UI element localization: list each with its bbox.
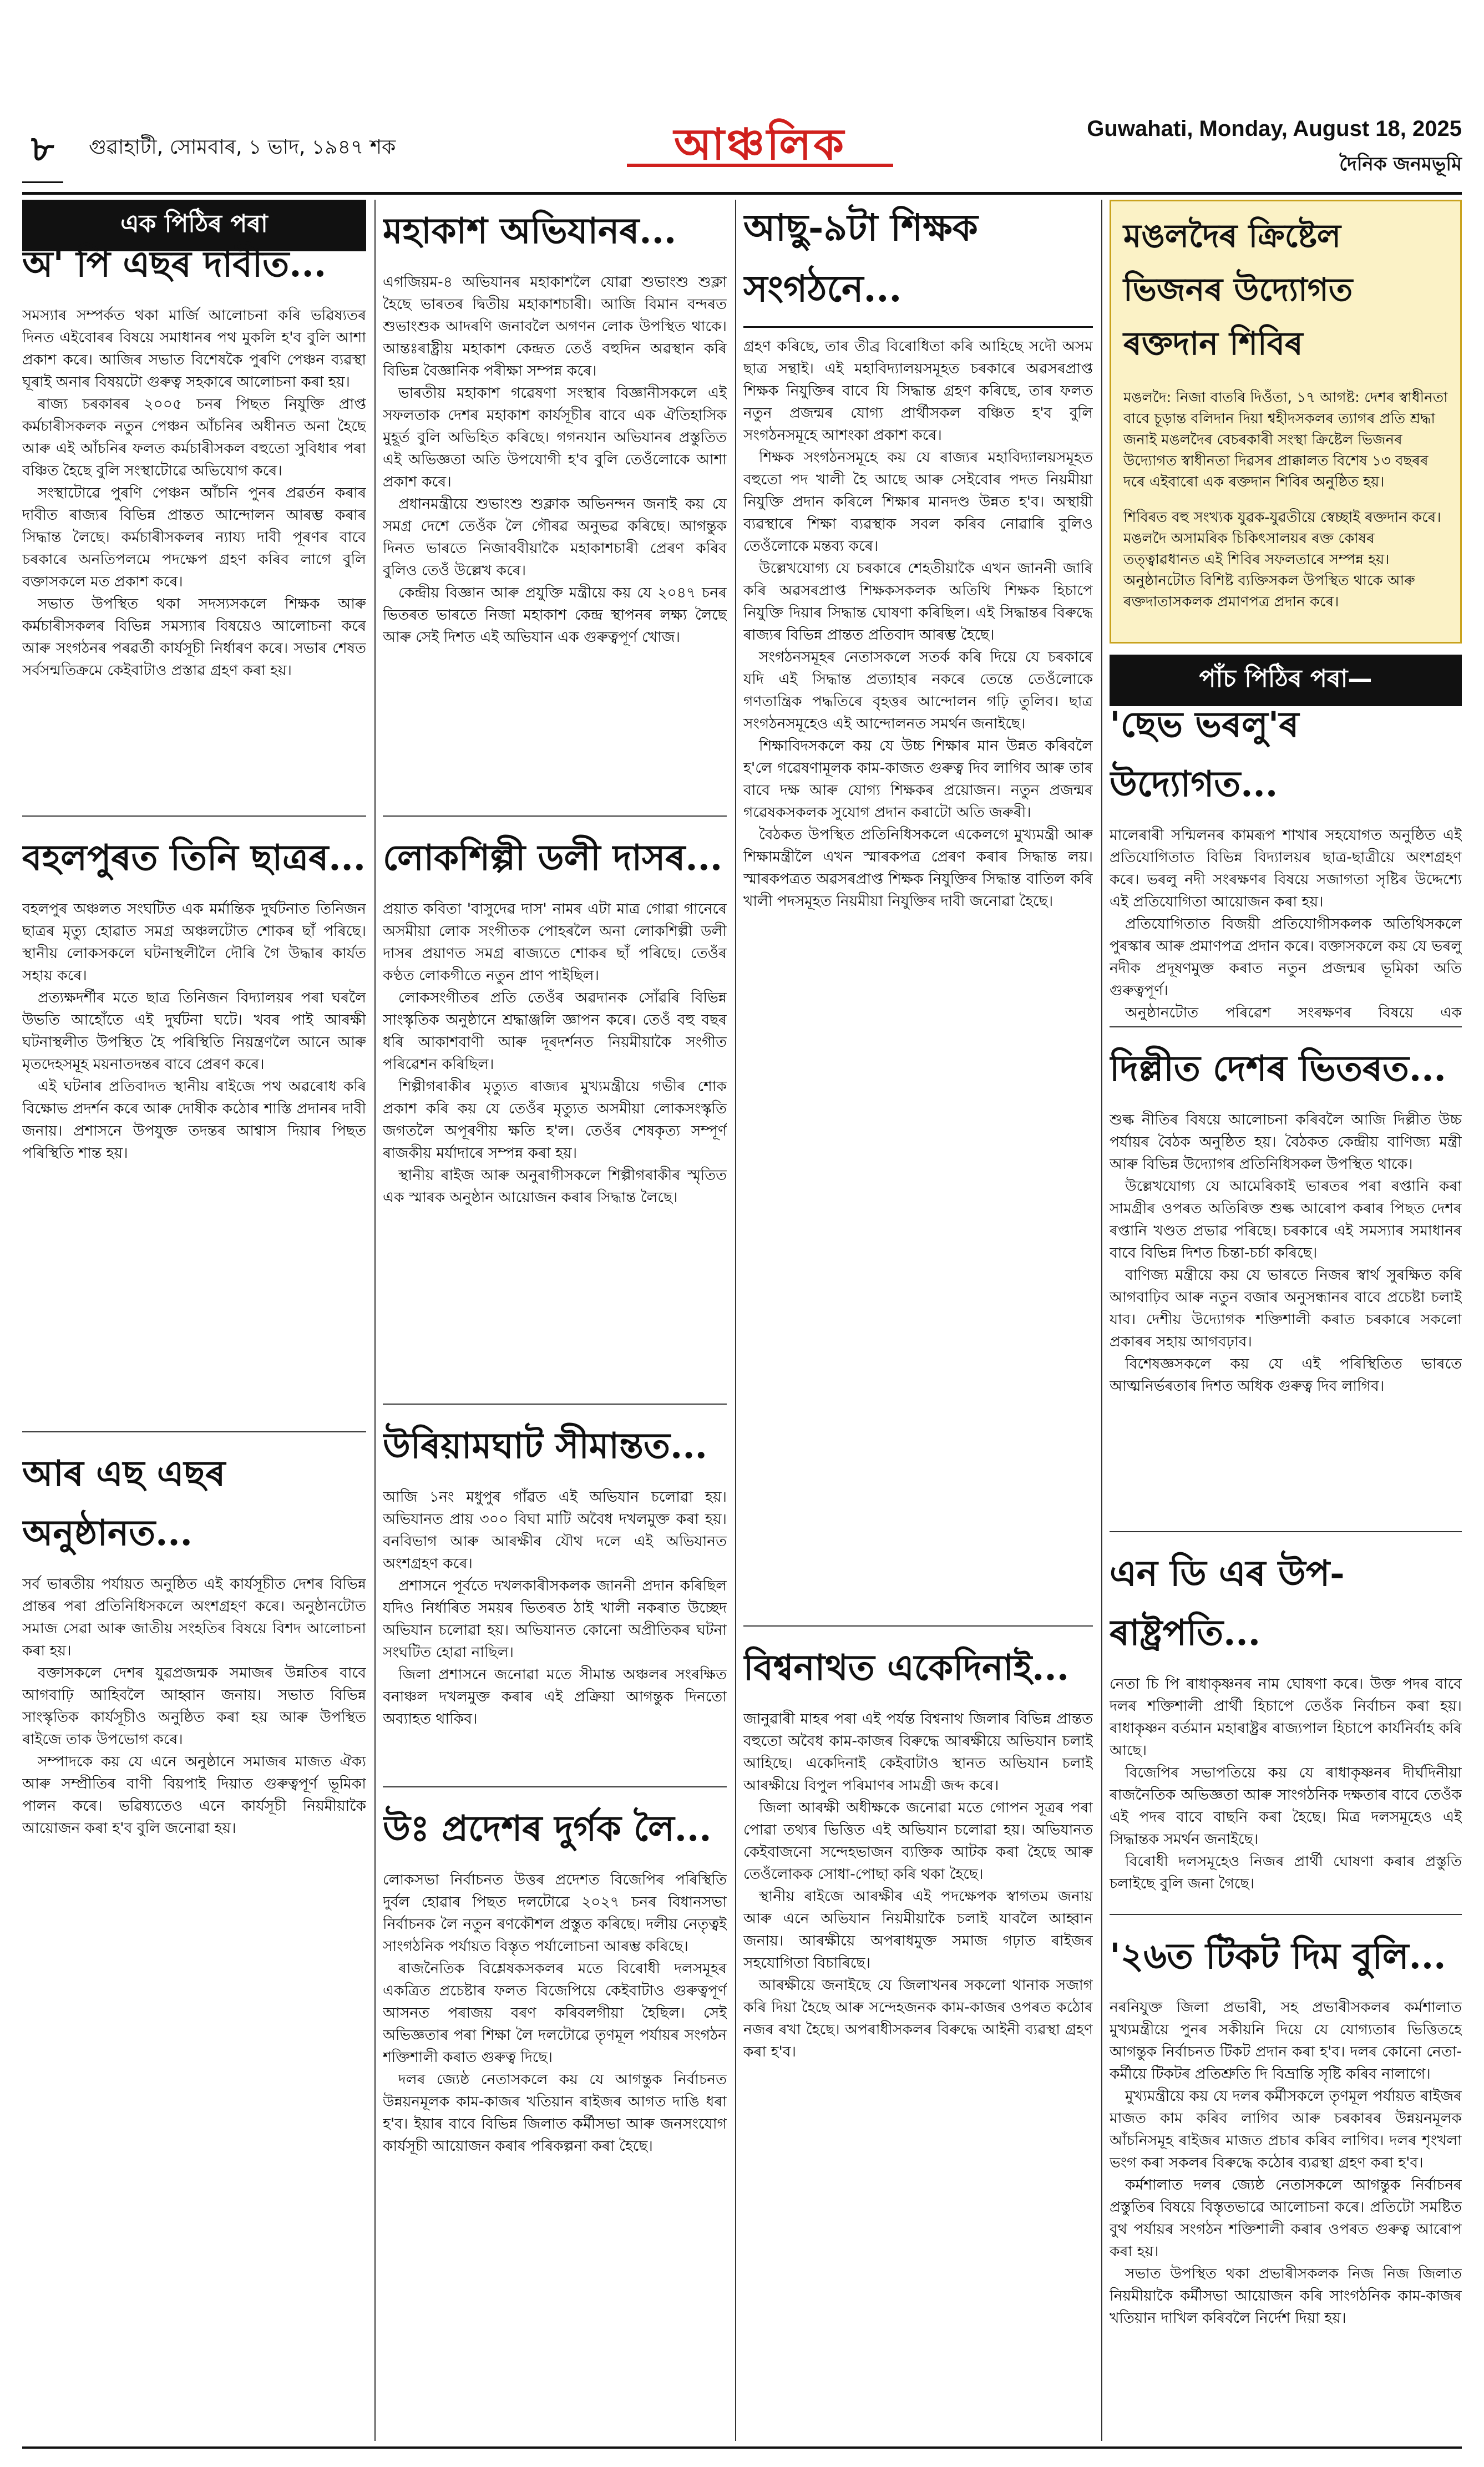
story-paragraph: সংগঠনসমূহৰ নেতাসকলে সতৰ্ক কৰি দিয়ে যে চৰকাৰে যদি এই সিদ্ধান্ত প্ৰত্যাহাৰ নকৰে তেন্তে তেওঁলোকে গণতান্ত্ৰিক পদ্ধতিৰে বৃহত্তৰ আন্দোলন গঢ়ি তুলিব। ছাত্ৰ সংগঠনসমূহেও এই আন্দোলনত সমৰ্থন জনাইছে।	[743, 649, 1093, 732]
story-paragraph: বক্তাসকলে দেশৰ যুৱপ্ৰজন্মক সমাজৰ উন্নতিৰ বাবে আগবাঢ়ি আহিবলৈ আহ্বান জনায়। সভাত বিভিন্ন সাংস্কৃতিক কাৰ্যসূচীও অনুষ্ঠিত কৰা হয় আৰু উপস্থিত ৰাইজে তাক উপভোগ কৰে।	[22, 1664, 366, 1748]
story-headline: আছু-৯টা শিক্ষক সংগঠনে...	[743, 200, 1093, 328]
story-paragraph: মালেৰাৰী সন্মিলনৰ কামৰূপ শাখাৰ সহযোগত অনুষ্ঠিত এই প্ৰতিযোগিতাত বিভিন্ন বিদ্যালয়ৰ ছাত্ৰ-ছাত্ৰীয়ে অংশগ্ৰহণ কৰে। ভৰলু নদী সংৰক্ষণৰ বিষয়ে সজাগতা সৃষ্টিৰ উদ্দেশ্যে এই প্ৰতিযোগিতা আয়োজন কৰা হয়।	[1110, 827, 1462, 910]
column-divider	[735, 200, 736, 2441]
story-paragraph: বিশেষজ্ঞসকলে কয় যে এই পৰিস্থিতিত ভাৰতে আত্মনিৰ্ভৰতাৰ দিশত অধিক গুৰুত্ব দিব লাগিব।	[1110, 1355, 1462, 1395]
paper-name: দৈনিক জনমভূমি	[1339, 153, 1462, 175]
story-paragraph: জানুৱাৰী মাহৰ পৰা এই পৰ্যন্ত বিশ্বনাথ জিলাৰ বিভিন্ন প্ৰান্তত বহুতো অবৈধ কাম-কাজৰ বিৰুদ্ধে আৰক্ষীয়ে অভিযান চলাই আহিছে। একেদিনাই কেইবাটাও স্থানত অভিযান চলাই আৰক্ষীয়ে বিপুল পৰিমাণৰ সামগ্ৰী জব্দ কৰে।	[743, 1710, 1093, 1794]
story-paragraph: স্থানীয় ৰাইজ আৰু অনুৰাগীসকলে শিল্পীগৰাকীৰ স্মৃতিত এক স্মাৰক অনুষ্ঠান আয়োজন কৰাৰ সিদ্ধান্ত লৈছে।	[383, 1167, 727, 1206]
story-paragraph: উল্লেখযোগ্য যে আমেৰিকাই ভাৰতৰ পৰা ৰপ্তানি কৰা সামগ্ৰীৰ ওপৰত অতিৰিক্ত শুল্ক আৰোপ কৰাৰ পিছত দেশৰ ৰপ্তানি খণ্ডত প্ৰভাৱ পৰিছে। চৰকাৰে এই সমস্যাৰ সমাধানৰ বাবে বিভিন্ন দিশত চিন্তা-চৰ্চা কৰিছে।	[1110, 1178, 1462, 1262]
story-paragraph: শিক্ষক সংগঠনসমূহে কয় যে ৰাজ্যৰ মহাবিদ্যালয়সমূহত বহুতো পদ খালী হৈ আছে আৰু সেইবোৰ পদত নিয়মীয়া নিযুক্তি প্ৰদান কৰিলে শিক্ষাৰ মানদণ্ড উন্নত হ'ব। অস্থায়ী ব্যৱস্থাৰে শিক্ষা ব্যৱস্থাক সবল কৰিব নোৱাৰি বুলিও তেওঁলোকে মন্তব্য কৰে।	[743, 449, 1093, 555]
story-paragraph: সৰ্ব ভাৰতীয় পৰ্যায়ত অনুষ্ঠিত এই কাৰ্যসূচীত দেশৰ বিভিন্ন প্ৰান্তৰ পৰা প্ৰতিনিধিসকলে অংশগ্ৰহণ কৰে। অনুষ্ঠানটোত সমাজ সেৱা আৰু জাতীয় সংহতিৰ বিষয়ে বিশদ আলোচনা কৰা হয়।	[22, 1576, 366, 1659]
story-paragraph: নেতা চি পি ৰাধাকৃষ্ণনৰ নাম ঘোষণা কৰে। উক্ত পদৰ বাবে দলৰ শক্তিশালী প্ৰাৰ্থী হিচাপে তেওঁক নিৰ্বাচন কৰা হয়। ৰাধাকৃষ্ণন বৰ্তমান মহাৰাষ্ট্ৰৰ ৰাজ্যপাল হিচাপে কাৰ্যনিৰ্বাহ কৰি আছে।	[1110, 1675, 1462, 1759]
story-paragraph: মুখ্যমন্ত্ৰীয়ে কয় যে দলৰ কৰ্মীসকলে তৃণমূল পৰ্যায়ত ৰাইজৰ মাজত কাম কৰিব লাগিব আৰু চৰকাৰৰ উন্নয়নমূলক আঁচনিসমূহ ৰাইজৰ মাজত প্ৰচাৰ কৰিব লাগিব। দলৰ শৃংখলা ভংগ কৰা সকলৰ বিৰুদ্ধে কঠোৰ ব্যৱস্থা গ্ৰহণ কৰা হ'ব।	[1110, 2088, 1462, 2171]
story-paragraph: বহলপুৰ অঞ্চলত সংঘটিত এক মৰ্মান্তিক দুৰ্ঘটনাত তিনিজন ছাত্ৰৰ মৃত্যু হোৱাত সমগ্ৰ অঞ্চলটোত শোকৰ ছাঁ পৰিছে। স্থানীয় লোকসকলে ঘটনাস্থলীলৈ দৌৰি গৈ উদ্ধাৰ কাৰ্যত সহায় কৰে।	[22, 900, 366, 984]
story-paragraph: মঙলদৈ: নিজা বাতৰি দিওঁতা, ১৭ আগষ্ট: দেশৰ স্বাধীনতা বাবে চূড়ান্ত বলিদান দিয়া শ্বহীদসকলৰ ত্যাগৰ প্ৰতি শ্ৰদ্ধা জনাই মঙলদৈৰ বেচৰকাৰী সংস্থা ক্ৰিষ্টেল ভিজনৰ উদ্যোগত স্বাধীনতা দিৱসৰ প্ৰাক্কালত বিশেষ ১৩ বছৰৰ দৰে এইবাৰো এক ৰক্তদান শিবিৰ অনুষ্ঠিত হয়।	[1123, 389, 1448, 490]
story-paragraph: বিজেপিৰ সভাপতিয়ে কয় যে ৰাধাকৃষ্ণনৰ দীৰ্ঘদিনীয়া ৰাজনৈতিক অভিজ্ঞতা আৰু সাংগঠনিক দক্ষতাৰ বাবে তেওঁক এই পদৰ বাবে বাছনি কৰা হৈছে। মিত্ৰ দলসমূহেও এই সিদ্ধান্তক সমৰ্থন জনাইছে।	[1110, 1764, 1462, 1848]
story-paragraph: লোকসভা নিৰ্বাচনত উত্তৰ প্ৰদেশত বিজেপিৰ পৰিস্থিতি দুৰ্বল হোৱাৰ পিছত দলটোৱে ২০২৭ চনৰ বিধানসভা নিৰ্বাচনক লৈ নতুন ৰণকৌশল প্ৰস্তুত কৰিছে। দলীয় নেতৃত্বই সাংগঠনিক পৰ্যায়ত বিস্তৃত পৰ্যালোচনা আৰম্ভ কৰিছে।	[383, 1871, 727, 1955]
story-paragraph: আৰক্ষীয়ে জনাইছে যে জিলাখনৰ সকলো থানাক সজাগ কৰি দিয়া হৈছে আৰু সন্দেহজনক কাম-কাজৰ ওপৰত কঠোৰ নজৰ ৰখা হৈছে। অপৰাধীসকলৰ বিৰুদ্ধে আইনী ব্যৱস্থা গ্ৰহণ কৰা হ'ব।	[743, 1977, 1093, 2060]
story-uprastrapati	[1110, 1542, 1462, 1908]
story-ticket	[1110, 1925, 1462, 2441]
story-divider	[1110, 1026, 1462, 1027]
story-paragraph: আজি ১নং মধুপুৰ গাঁৱত এই অভিযান চলোৱা হয়। অভিযানত প্ৰায় ৩০০ বিঘা মাটি অবৈধ দখলমুক্ত কৰা হয়। বনবিভাগ আৰু আৰক্ষীৰ যৌথ দলে এই অভিযানত অংশগ্ৰহণ কৰে।	[383, 1488, 727, 1572]
story-paragraph: বাণিজ্য মন্ত্ৰীয়ে কয় যে ভাৰতে নিজৰ স্বাৰ্থ সুৰক্ষিত কৰি আগবাঢ়িব আৰু নতুন বজাৰ অনুসন্ধানৰ বাবে প্ৰচেষ্টা চলাই যাব। দেশীয় উদ্যোগক শক্তিশালী কৰাত চৰকাৰে সকলো প্ৰকাৰৰ সহায় আগবঢ়াব।	[1110, 1267, 1462, 1350]
story-bahalpur	[22, 827, 366, 1426]
story-paragraph: ৰাজনৈতিক বিশ্লেষকসকলৰ মতে বিৰোধী দলসমূহৰ একত্ৰিত প্ৰচেষ্টাৰ ফলত বিজেপিয়ে কেইবাটাও গুৰুত্বপূৰ্ণ আসনত পৰাজয় বৰণ কৰিবলগীয়া হৈছিল। সেই অভিজ্ঞতাৰ পৰা শিক্ষা লৈ দলটোৱে তৃণমূল পৰ্যায়ৰ সংগঠন শক্তিশালী কৰাত গুৰুত্ব দিছে।	[383, 1960, 727, 2066]
story-paragraph: ৰাজ্য চৰকাৰৰ ২০০৫ চনৰ পিছত নিযুক্তি প্ৰাপ্ত কৰ্মচাৰীসকলক নতুন পেঞ্চন আঁচনিৰ অধীনত অনা হৈছে আৰু এই আঁচনিৰ ফলত কৰ্মচাৰীসকল বহুতো সুবিধাৰ পৰা বঞ্চিত হৈছে বুলি সংস্থাটোৱে অভিযোগ কৰে।	[22, 396, 366, 479]
story-paragraph: জিলা প্ৰশাসনে জনোৱা মতে সীমান্ত অঞ্চলৰ সংৰক্ষিত বনাঞ্চল দখলমুক্ত কৰাৰ এই প্ৰক্ৰিয়া আগন্তুক দিনতো অব্যাহত থাকিব।	[383, 1666, 727, 1728]
story-paragraph: শুল্ক নীতিৰ বিষয়ে আলোচনা কৰিবলৈ আজি দিল্লীত উচ্চ পৰ্যায়ৰ বৈঠক অনুষ্ঠিত হয়। বৈঠকত কেন্দ্ৰীয় বাণিজ্য মন্ত্ৰী আৰু বিভিন্ন উদ্যোগৰ প্ৰতিনিধিসকল উপস্থিত থাকে।	[1110, 1111, 1462, 1173]
story-headline: লোকশিল্পী ডলী দাসৰ...	[383, 837, 723, 879]
story-paragraph: সভাত উপস্থিত থকা প্ৰভাৰীসকলক নিজ নিজ জিলাত নিয়মীয়াকৈ কৰ্মীসভা আয়োজন কৰি সাংগঠনিক কাম-কাজৰ খতিয়ান দাখিল কৰিবলৈ নিৰ্দেশ দিয়া হয়।	[1110, 2265, 1462, 2327]
story-paragraph: প্ৰত্যক্ষদৰ্শীৰ মতে ছাত্ৰ তিনিজন বিদ্যালয়ৰ পৰা ঘৰলৈ উভতি আহোঁতে এই দুৰ্ঘটনা ঘটে। খবৰ পাই আৰক্ষী ঘটনাস্থলীত উপস্থিত হৈ পৰিস্থিতি নিয়ন্ত্ৰণলৈ আনে আৰু মৃতদেহসমূহ ময়নাতদন্তৰ বাবে প্ৰেৰণ কৰে।	[22, 989, 366, 1073]
story-paragraph: সংস্থাটোৱে পুৰণি পেঞ্চন আঁচনি পুনৰ প্ৰৱৰ্তন কৰাৰ দাবীত ৰাজ্যৰ বিভিন্ন প্ৰান্তত আন্দোলন আৰম্ভ কৰাৰ সিদ্ধান্ত লৈছে। কৰ্মচাৰীসকলৰ ন্যায্য দাবী পূৰণৰ বাবে চৰকাৰে অনতিপলমে পদক্ষেপ গ্ৰহণ কৰিব লাগে বুলি বক্তাসকলে মত প্ৰকাশ কৰে।	[22, 484, 366, 590]
story-divider	[1110, 1531, 1462, 1532]
story-uriamghat	[383, 1415, 727, 1781]
story-divider	[1110, 1914, 1462, 1915]
story-headline: এন ডি এৰ উপ-ৰাষ্ট্ৰপতি...	[1110, 1553, 1345, 1654]
story-headline: '২৬ত টিকট দিম বুলি...	[1110, 1936, 1446, 1977]
column-divider	[1101, 200, 1102, 2441]
story-bharalu	[1110, 693, 1462, 1021]
story-headline: 'ছেভ ভৰলু'ৰ উদ্যোগত...	[1110, 704, 1299, 805]
story-paragraph: বিৰোধী দলসমূহেও নিজৰ প্ৰাৰ্থী ঘোষণা কৰাৰ প্ৰস্তুতি চলাইছে বুলি জনা গৈছে।	[1110, 1853, 1462, 1892]
story-headline: মঙলদৈৰ ক্ৰিষ্টেল ভিজনৰ উদ্যোগত ৰক্তদান শিবিৰ	[1123, 217, 1353, 362]
story-divider	[383, 815, 727, 817]
story-headline: উৰিয়ামঘাট সীমান্তত...	[383, 1425, 707, 1467]
story-headline: আৰ এছ এছৰ অনুষ্ঠানত...	[22, 1453, 226, 1554]
story-headline: দিল্লীত দেশৰ ভিতৰত...	[1110, 1048, 1446, 1090]
masthead-rule	[22, 192, 1462, 195]
story-divider	[743, 1625, 1093, 1627]
story-headline: উঃ প্ৰদেশৰ দুৰ্গক লৈ...	[383, 1808, 712, 1850]
story-headline: মহাকাশ অভিযানৰ...	[383, 210, 677, 252]
story-divider	[383, 1404, 727, 1405]
story-loksilpi	[383, 827, 727, 1398]
story-paragraph: গ্ৰহণ কৰিছে, তাৰ তীব্ৰ বিৰোধিতা কৰি আহিছে সদৌ অসম ছাত্ৰ সন্থাই। এই মহাবিদ্যালয়সমূহত চৰকাৰে অৱসৰপ্ৰাপ্ত শিক্ষক নিযুক্তিৰ বাবে যি সিদ্ধান্ত গ্ৰহণ কৰিছে, তাৰ ফলত নতুন প্ৰজন্মৰ যোগ্য প্ৰাৰ্থীসকল বঞ্চিত হ'ব বুলি সংগঠনসমূহে আশংকা প্ৰকাশ কৰে।	[743, 338, 1093, 444]
story-paragraph: শিক্ষাবিদসকলে কয় যে উচ্চ শিক্ষাৰ মান উন্নত কৰিবলৈ হ'লে গৱেষণামূলক কাম-কাজত গুৰুত্ব দিব লাগিব আৰু তাৰ বাবে দক্ষ আৰু যোগ্য শিক্ষকৰ প্ৰয়োজন। নতুন প্ৰজন্মৰ গৱেষকসকলক সুযোগ প্ৰদান কৰাটো অতি জৰুৰী।	[743, 737, 1093, 821]
dateline-assamese: গুৱাহাটী, সোমবাৰ, ১ ভাদ, ১৯৪৭ শক	[89, 136, 396, 159]
story-headline: অ' পি এছৰ দাবীত...	[22, 244, 327, 285]
story-paragraph: প্ৰয়াত কবিতা 'বাসুদেৱ দাস' নামৰ এটা মাত্ৰ গোৱা গানেৰে অসমীয়া লোক সংগীতক পোহৰলৈ অনা লোকশিল্পী ডলী দাসৰ প্ৰয়াণত সমগ্ৰ ৰাজ্যতে শোকৰ ছাঁ পৰিছে। তেওঁৰ কণ্ঠত লোকগীতে নতুন প্ৰাণ পাইছিল।	[383, 900, 727, 984]
story-mahakash	[383, 200, 727, 810]
dateline-english: Guwahati, Monday, August 18, 2025	[1087, 116, 1462, 141]
story-paragraph: সভাত উপস্থিত থকা সদস্যসকলে শিক্ষক আৰু কৰ্মচাৰীসকলৰ বিভিন্ন সমস্যাৰ বিষয়েও আলোচনা কৰে আৰু সংগঠনৰ পৰৱৰ্তী কাৰ্যসূচী নিৰ্ধাৰণ কৰে। সভাৰ শেষত সৰ্বসন্মতিক্ৰমে কেইবাটাও প্ৰস্তাৱ গ্ৰহণ কৰা হয়।	[22, 595, 366, 679]
story-paragraph: কৰ্মশালাত দলৰ জ্যেষ্ঠ নেতাসকলে আগন্তুক নিৰ্বাচনৰ প্ৰস্তুতিৰ বিষয়ে বিস্তৃতভাৱে আলোচনা কৰে। প্ৰতিটো সমষ্টিত বুথ পৰ্যায়ৰ সংগঠন শক্তিশালী কৰাৰ ওপৰত গুৰুত্ব আৰোপ কৰা হয়।	[1110, 2176, 1462, 2260]
story-paragraph: স্থানীয় ৰাইজে আৰক্ষীৰ এই পদক্ষেপক স্বাগতম জনায় আৰু এনে অভিযান নিয়মীয়াকৈ চলাই যাবলৈ আহ্বান জনায়। আৰক্ষীয়ে অপৰাধমুক্ত সমাজ গঢ়াত ৰাইজৰ সহযোগিতা বিচাৰিছে।	[743, 1888, 1093, 1972]
story-paragraph: প্ৰধানমন্ত্ৰীয়ে শুভাংশু শুক্লাক অভিনন্দন জনাই কয় যে সমগ্ৰ দেশে তেওঁক লৈ গৌৰৱ অনুভৱ কৰিছে। আগন্তুক দিনত ভাৰতে নিজাববীয়াকৈ মহাকাশচাৰী প্ৰেৰণ কৰিব বুলিও তেওঁ উল্লেখ কৰে।	[383, 495, 727, 579]
story-paragraph: সম্পাদকে কয় যে এনে অনুষ্ঠানে সমাজৰ মাজত ঐক্য আৰু সম্প্ৰীতিৰ বাণী বিয়পাই দিয়াত গুৰুত্বপূৰ্ণ ভূমিকা পালন কৰে। ভৱিষ্যতেও এনে কাৰ্যসূচী নিয়মীয়াকৈ আয়োজন কৰা হ'ব বুলি জনোৱা হয়।	[22, 1753, 366, 1837]
story-paragraph: জিলা আৰক্ষী অধীক্ষকে জনোৱা মতে গোপন সূত্ৰৰ পৰা পোৱা তথ্যৰ ভিত্তিত এই অভিযান চলোৱা হয়। অভিযানত কেইবাজনো সন্দেহভাজন ব্যক্তিক আটক কৰা হৈছে আৰু তেওঁলোকক সোধা-পোছা কৰি থকা হৈছে।	[743, 1799, 1093, 1883]
story-paragraph: অনুষ্ঠানটোত পৰিৱেশ সংৰক্ষণৰ বিষয়ে এক	[1125, 1004, 1462, 1021]
story-paragraph: নৰনিযুক্ত জিলা প্ৰভাৰী, সহ প্ৰভাৰীসকলৰ কৰ্মশালাত মুখ্যমন্ত্ৰীয়ে পুনৰ সকীয়নি দিয়ে যে যোগ্যতাৰ ভিত্তিতহে আগন্তুক নিৰ্বাচনত টিকট প্ৰদান কৰা হ'ব। দলৰ কোনো নেতা-কৰ্মীয়ে টিকটৰ প্ৰতিশ্ৰুতি দি বিভ্ৰান্তি সৃষ্টি কৰিব নালাগে।	[1110, 1999, 1462, 2083]
story-paragraph: ভাৰতীয় মহাকাশ গৱেষণা সংস্থাৰ বিজ্ঞানীসকলে এই সফলতাক দেশৰ মহাকাশ কাৰ্যসূচীৰ বাবে এক ঐতিহাসিক মুহূৰ্ত বুলি অভিহিত কৰিছে। গগনযান অভিযানৰ প্ৰস্তুতিত এই অভিজ্ঞতা অতি উপযোগী হ'ব বুলি তেওঁলোকে আশা প্ৰকাশ কৰে।	[383, 384, 727, 490]
masthead	[22, 105, 1462, 189]
story-paragraph: সমস্যাৰ সম্পৰ্কত থকা মাৰ্জি আলোচনা কৰি ভৱিষ্যতৰ দিনত এইবোৰৰ বিষয়ে সমাধানৰ পথ মুকলি হ'ব বুলি আশা প্ৰকাশ কৰে। আজিৰ সভাত বিশেষকৈ পুৰণি পেঞ্চন ব্যৱস্থা ঘূৰাই অনাৰ বিষয়টো গুৰুত্ব সহকাৰে আলোচনা কৰা হয়।	[22, 307, 366, 391]
story-paragraph: শিবিৰত বহু সংখ্যক যুৱক-যুৱতীয়ে স্বেচ্ছাই ৰক্তদান কৰে। মঙলদৈ অসামৰিক চিকিৎসালয়ৰ ৰক্ত কোষৰ তত্ত্বাৱধানত এই শিবিৰ সফলতাৰে সম্পন্ন হয়। অনুষ্ঠানটোত বিশিষ্ট ব্যক্তিসকল উপস্থিত থাকে আৰু ৰক্তদাতাসকলক প্ৰমাণপত্ৰ প্ৰদান কৰে।	[1123, 509, 1441, 610]
story-paragraph: লোকসংগীতৰ প্ৰতি তেওঁৰ অৱদানক সোঁৱৰি বিভিন্ন সাংস্কৃতিক অনুষ্ঠানে শ্ৰদ্ধাঞ্জলি জ্ঞাপন কৰে। তেওঁ বহু বছৰ ধৰি আকাশবাণী আৰু দূৰদৰ্শনত নিয়মীয়াকৈ সংগীত পৰিৱেশন কৰিছিল।	[383, 989, 727, 1073]
story-crystal-box	[1110, 200, 1462, 644]
story-paragraph: উল্লেখযোগ্য যে চৰকাৰে শেহতীয়াকৈ এখন জাননী জাৰি কৰি অৱসৰপ্ৰাপ্ত শিক্ষকসকলক অতিথি শিক্ষক হিচাপে নিযুক্তি দিয়াৰ সিদ্ধান্ত ঘোষণা কৰিছিল। এই সিদ্ধান্তৰ বিৰুদ্ধে ৰাজ্যৰ বিভিন্ন প্ৰান্তত প্ৰতিবাদ আৰম্ভ হৈছে।	[743, 560, 1093, 644]
story-dillit	[1110, 1037, 1462, 1526]
story-divider	[22, 1431, 366, 1432]
page-number: ৮	[22, 122, 63, 183]
col5-kicker: পাঁচ পিঠিৰ পৰা—	[1110, 655, 1462, 706]
story-bishwanath	[743, 1637, 1093, 2441]
story-divider	[22, 815, 366, 817]
story-paragraph: প্ৰতিযোগিতাত বিজয়ী প্ৰতিযোগীসকলক অতিথিসকলে পুৰস্কাৰ আৰু প্ৰমাণপত্ৰ প্ৰদান কৰে। বক্তাসকলে কয় যে ভৰলু নদীক প্ৰদূষণমুক্ত কৰাত নতুন প্ৰজন্মৰ ভূমিকা অতি গুৰুত্বপূৰ্ণ।	[1110, 915, 1462, 999]
page-bottom-rule	[22, 2446, 1462, 2449]
story-durg	[383, 1797, 727, 2441]
story-shikshak	[743, 200, 1093, 1620]
story-paragraph: এগজিয়ম-৪ অভিযানৰ মহাকাশলৈ যোৱা শুভাংশু শুক্লা হৈছে ভাৰতৰ দ্বিতীয় মহাকাশচাৰী। আজি বিমান বন্দৰত শুভাংশুক আদৰণি জনাবলৈ অগণন লোক উপস্থিত থাকে। আন্তঃৰাষ্ট্ৰীয় মহাকাশ কেন্দ্ৰত তেওঁ বহুদিন অৱস্থান কৰি বিভিন্ন বৈজ্ঞানিক পৰীক্ষা সম্পন্ন কৰে।	[383, 273, 727, 379]
section-title: আঞ্চলিক	[627, 111, 893, 167]
story-paragraph: দলৰ জ্যেষ্ঠ নেতাসকলে কয় যে আগন্তুক নিৰ্বাচনত উন্নয়নমূলক কাম-কাজৰ খতিয়ান ৰাইজৰ আগত দাঙি ধৰা হ'ব। ইয়াৰ বাবে বিভিন্ন জিলাত কৰ্মীসভা আৰু জনসংযোগ কাৰ্যসূচী আয়োজন কৰাৰ পৰিকল্পনা কৰা হৈছে।	[383, 2071, 727, 2155]
story-paragraph: এই ঘটনাৰ প্ৰতিবাদত স্থানীয় ৰাইজে পথ অৱৰোধ কৰি বিক্ষোভ প্ৰদৰ্শন কৰে আৰু দোষীক কঠোৰ শাস্তি প্ৰদানৰ দাবী জনায়। প্ৰশাসনে উপযুক্ত তদন্তৰ আশ্বাস দিয়াৰ পিছত পৰিস্থিতি শান্ত হয়।	[22, 1078, 366, 1162]
col1-kicker: এক পিঠিৰ পৰা	[22, 200, 366, 251]
story-headline: বহলপুৰত তিনি ছাত্ৰৰ...	[22, 837, 366, 879]
story-paragraph: শিল্পীগৰাকীৰ মৃত্যুত ৰাজ্যৰ মুখ্যমন্ত্ৰীয়ে গভীৰ শোক প্ৰকাশ কৰি কয় যে তেওঁৰ মৃত্যুত অসমীয়া লোকসংস্কৃতি জগতলৈ অপূৰণীয় ক্ষতি হ'ল। তেওঁৰ শেষকৃত্য সম্পূৰ্ণ ৰাজকীয় মৰ্যাদাৰে সম্পন্ন কৰা হয়।	[383, 1078, 727, 1162]
story-divider	[383, 1786, 727, 1787]
column-divider	[374, 200, 376, 2441]
story-paragraph: বৈঠকত উপস্থিত প্ৰতিনিধিসকলে একেলগে মুখ্যমন্ত্ৰী আৰু শিক্ষামন্ত্ৰীলৈ এখন স্মাৰকপত্ৰ প্ৰেৰণ কৰাৰ সিদ্ধান্ত লয়। স্মাৰকপত্ৰত অৱসৰপ্ৰাপ্ত শিক্ষক নিযুক্তিৰ সিদ্ধান্ত বাতিল কৰি খালী পদসমূহত নিয়মীয়া নিযুক্তিৰ দাবী জনোৱা হৈছে।	[743, 826, 1093, 910]
story-anusthan	[22, 1442, 366, 2441]
story-ops	[22, 233, 366, 810]
story-paragraph: কেন্দ্ৰীয় বিজ্ঞান আৰু প্ৰযুক্তি মন্ত্ৰীয়ে কয় যে ২০৪৭ চনৰ ভিতৰত ভাৰতে নিজা মহাকাশ কেন্দ্ৰ স্থাপনৰ লক্ষ্য লৈছে আৰু সেই দিশত এই অভিযান এক গুৰুত্বপূৰ্ণ খোজ।	[383, 584, 727, 646]
story-paragraph: প্ৰশাসনে পূৰ্বতে দখলকাৰীসকলক জাননী প্ৰদান কৰিছিল যদিও নিৰ্ধাৰিত সময়ৰ ভিতৰত ঠাই খালী নকৰাত উচ্ছেদ অভিযান চলোৱা হয়। অভিযানত কোনো অপ্ৰীতিকৰ ঘটনা সংঘটিত হোৱা নাছিল।	[383, 1577, 727, 1661]
story-headline: বিশ্বনাথত একেদিনাই...	[743, 1647, 1069, 1689]
